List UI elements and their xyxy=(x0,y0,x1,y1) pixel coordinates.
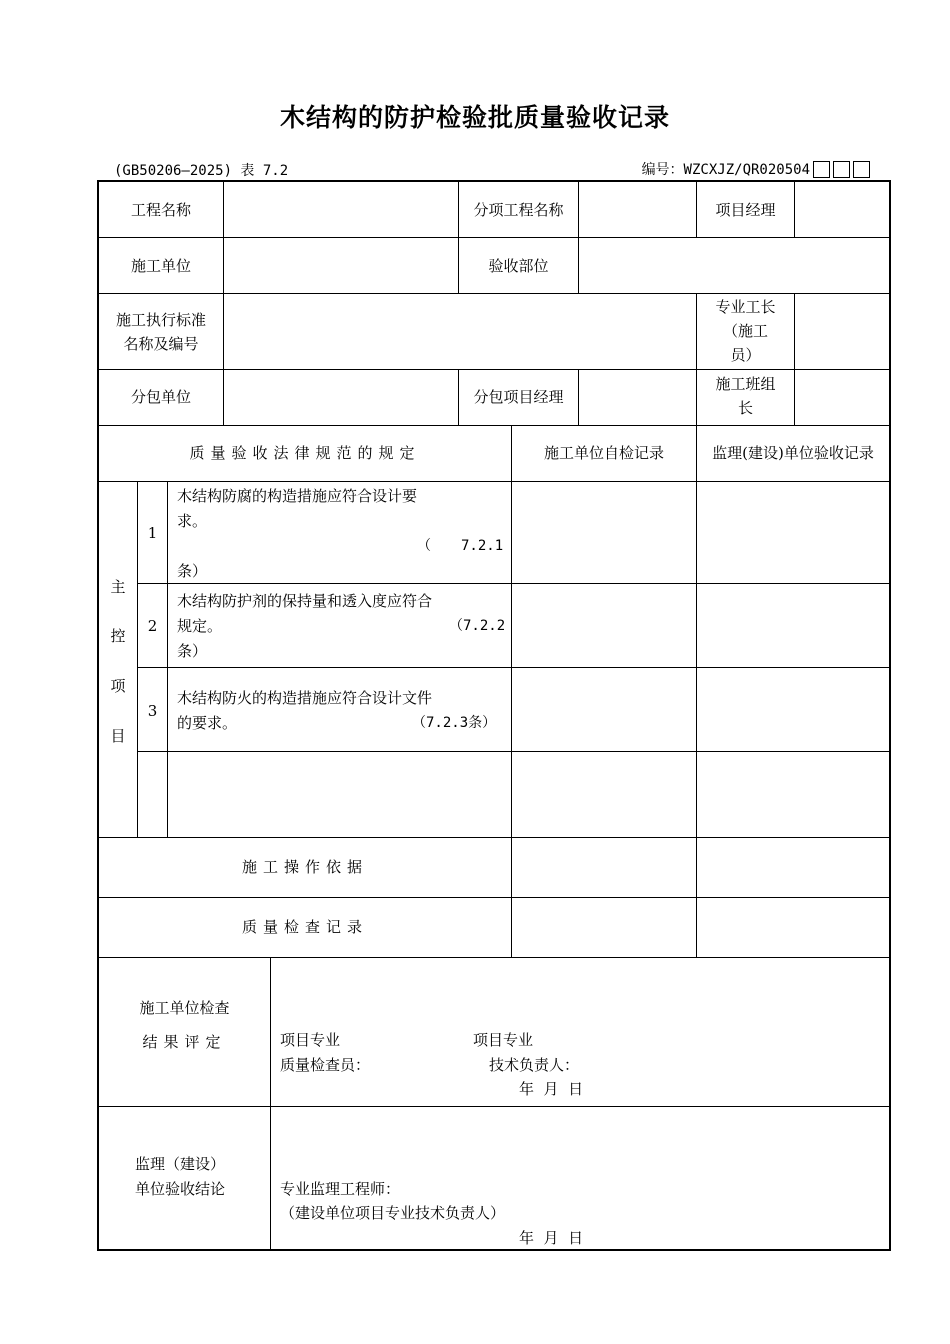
quality-record-label: 质量检查记录 xyxy=(241,918,368,936)
item-1-text-line1: 木结构防腐的构造措施应符合设计要 xyxy=(177,487,418,505)
acceptance-part-label: 验收部位 xyxy=(488,257,549,275)
item-3-supervision-cell[interactable] xyxy=(697,668,889,751)
regulation-column-header: 质量验收法律规范的规定 xyxy=(189,444,421,462)
item-2-text-line2: 规定。 xyxy=(177,617,223,635)
main-control-label-4: 目 xyxy=(110,727,126,745)
document-code xyxy=(642,159,870,179)
foreman-label-line1: 专业工长 xyxy=(715,298,776,316)
inspector-label-line1: 项目专业 xyxy=(280,1031,341,1049)
conclusion-label-line1: 监理（建设） xyxy=(135,1155,226,1173)
code-box-3[interactable] xyxy=(853,161,870,178)
team-leader-field[interactable] xyxy=(795,370,889,425)
conclusion-field[interactable] xyxy=(271,1107,889,1167)
result-label-line1: 施工单位检查 xyxy=(139,999,230,1017)
main-control-label-3: 项 xyxy=(110,677,126,695)
item-1-self-check-cell[interactable] xyxy=(512,482,696,583)
item-3-self-check-cell[interactable] xyxy=(512,668,696,751)
project-manager-label: 项目经理 xyxy=(715,201,776,219)
inspection-form xyxy=(97,180,891,1251)
standard-field[interactable] xyxy=(224,294,696,369)
code-box-1[interactable] xyxy=(813,161,830,178)
standard-reference: (GB50206—2025) 表 7.2 xyxy=(114,163,289,179)
empty-self-check-cell[interactable] xyxy=(512,752,696,837)
sub-manager-field[interactable] xyxy=(579,370,696,425)
foreman-label-line3: 员） xyxy=(730,346,761,364)
code-box-2[interactable] xyxy=(833,161,850,178)
foreman-label-line2: （施工 xyxy=(722,322,768,340)
foreman-field[interactable] xyxy=(795,294,889,369)
document-code-label: 编号：WZCXJZ/QR020504 xyxy=(641,162,810,178)
item-3-ref: （7.2.3条） xyxy=(412,715,497,731)
construction-unit-field[interactable] xyxy=(224,238,458,293)
owner-tech-label: （建设单位项目专业技术负责人） xyxy=(280,1204,506,1222)
sub-manager-label: 分包项目经理 xyxy=(473,388,564,406)
item-3-text-line1: 木结构防火的构造措施应符合设计文件 xyxy=(177,689,433,707)
team-leader-label-line1: 施工班组 xyxy=(715,375,776,393)
subcontractor-label: 分包单位 xyxy=(130,388,191,406)
main-control-label-2: 控 xyxy=(110,627,126,645)
item-2-supervision-cell[interactable] xyxy=(697,584,889,667)
supervision-column-header: 监理(建设)单位验收记录 xyxy=(712,444,874,462)
self-check-column-header: 施工单位自检记录 xyxy=(543,444,664,462)
standard-label-line1: 施工执行标准 xyxy=(115,311,206,329)
tech-label-line2: 技术负责人： xyxy=(489,1056,580,1074)
tech-label-line1: 项目专业 xyxy=(473,1031,534,1049)
result-label-line2: 结果评定 xyxy=(142,1033,227,1051)
subcontractor-field[interactable] xyxy=(224,370,458,425)
item-1-number: 1 xyxy=(147,524,158,542)
construction-basis-field[interactable] xyxy=(512,838,889,897)
item-1-supervision-cell[interactable] xyxy=(697,482,889,583)
item-2-text-line1: 木结构防护剂的保持量和透入度应符合 xyxy=(177,592,433,610)
row-line xyxy=(99,425,889,426)
inspector-label-line2: 质量检查员： xyxy=(280,1056,371,1074)
item-2-self-check-cell[interactable] xyxy=(512,584,696,667)
conclusion-label-line2: 单位验收结论 xyxy=(135,1180,226,1198)
result-date: 年 月 日 xyxy=(519,1080,584,1098)
main-control-label-1: 主 xyxy=(110,578,126,596)
project-manager-field[interactable] xyxy=(795,182,889,237)
item-1-ref: 7.2.1 xyxy=(461,538,504,554)
sub-project-name-field[interactable] xyxy=(579,182,696,237)
result-field[interactable] xyxy=(271,958,889,1018)
item-3-text-line2: 的要求。 xyxy=(177,714,238,732)
item-2-ref: （7.2.2 xyxy=(449,618,506,634)
item-3-number: 3 xyxy=(147,702,158,720)
supervision-engineer-label: 专业监理工程师： xyxy=(280,1180,401,1198)
quality-record-field[interactable] xyxy=(512,898,889,957)
standard-label-line2: 名称及编号 xyxy=(123,335,199,353)
item-1-text-line4: 条） xyxy=(177,562,208,580)
project-name-field[interactable] xyxy=(224,182,458,237)
acceptance-part-field[interactable] xyxy=(579,238,889,293)
team-leader-label-line2: 长 xyxy=(737,399,753,417)
empty-item-cell[interactable] xyxy=(168,752,511,837)
document-title: 木结构的防护检验批质量验收记录 xyxy=(279,103,670,132)
construction-unit-label: 施工单位 xyxy=(130,257,191,275)
empty-supervision-cell[interactable] xyxy=(697,752,889,837)
construction-basis-label: 施工操作依据 xyxy=(241,858,368,876)
item-2-number: 2 xyxy=(147,617,158,635)
conclusion-date: 年 月 日 xyxy=(519,1229,584,1247)
project-name-label: 工程名称 xyxy=(130,201,191,219)
item-2-text-line3: 条） xyxy=(177,642,208,660)
row-line xyxy=(99,369,889,370)
item-1-text-line2: 求。 xyxy=(177,512,208,530)
sub-project-name-label: 分项工程名称 xyxy=(473,201,564,219)
item-1-ref-open: （ xyxy=(417,538,431,554)
